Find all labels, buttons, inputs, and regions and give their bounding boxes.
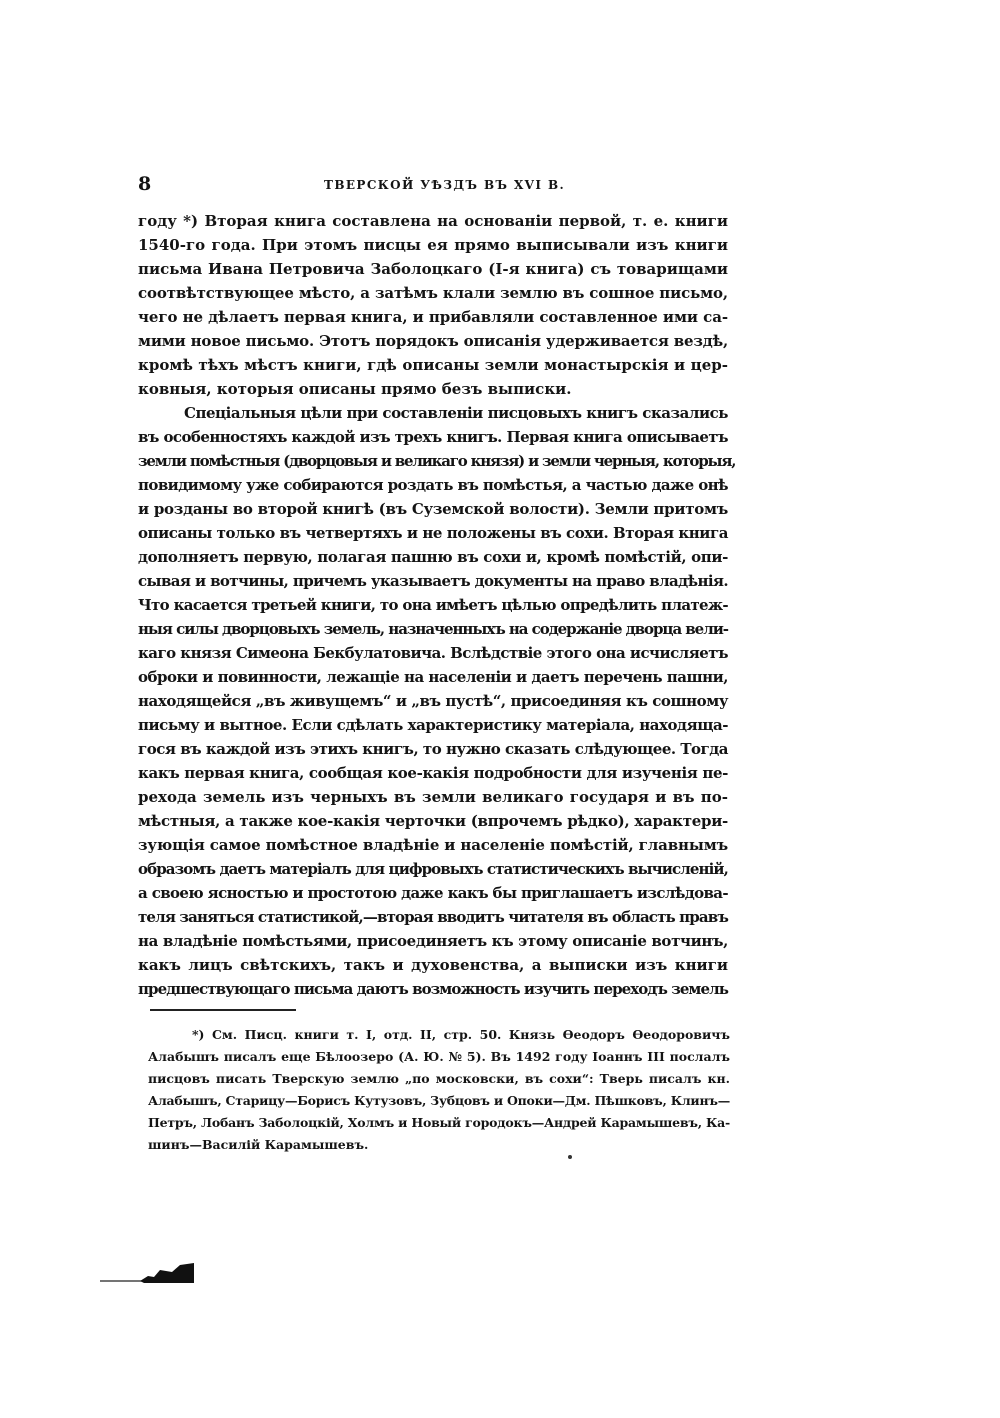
body-line: и розданы во второй книгѣ (въ Суземской волости). Земли притомъ (138, 500, 728, 518)
body-line: письму и вытное. Если сдѣлать характеристику матеріала, находяща- (138, 716, 728, 734)
footnote-line: шинъ—Василій Карамышевъ. (148, 1137, 369, 1152)
body-line: чего не дѣлаетъ первая книга, и прибавляли составленное ими са- (138, 308, 728, 326)
body-line: зующія самое помѣстное владѣніе и населеніе помѣстій, главнымъ (138, 836, 728, 854)
running-title: ТВЕРСКОЙ УѢЗДЪ ВЪ XVI В. (324, 178, 566, 192)
body-line: а своею ясностью и простотою даже какъ бы приглашаетъ изслѣдова- (138, 884, 728, 902)
body-line: мими новое письмо. Этотъ порядокъ описанія удерживается вездѣ, (138, 332, 728, 350)
body-line: Что касается третьей книги, то она имѣетъ цѣлью опредѣлить платеж- (138, 596, 728, 614)
body-line: Спеціальныя цѣли при составленіи писцовыхъ книгъ сказались (184, 404, 728, 422)
body-line: какъ лицъ свѣтскихъ, такъ и духовенства, а выписки изъ книги (138, 956, 728, 974)
footnote-separator (150, 1009, 296, 1011)
body-line: земли помѣстныя (дворцовыя и великаго князя) и земли черныя, которыя, (138, 452, 736, 470)
body-line: кромѣ тѣхъ мѣстъ книги, гдѣ описаны земли монастырскія и цер- (138, 356, 728, 374)
body-line: образомъ даетъ матеріалъ для цифровыхъ статистическихъ вычисленій, (138, 860, 728, 878)
page-number: 8 (138, 173, 152, 195)
body-line: году *) Вторая книга составлена на основаніи первой, т. е. книги (138, 212, 728, 230)
body-line: теля заняться статистикой,—вторая вводитъ читателя въ область правъ (138, 908, 728, 926)
body-line: 1540-го года. При этомъ писцы ея прямо выписывали изъ книги (138, 236, 728, 254)
body-line: дополняетъ первую, полагая пашню въ сохи и, кромѣ помѣстій, опи- (138, 548, 728, 566)
body-line: мѣстныя, а также кое-какія черточки (впрочемъ рѣдко), характери- (138, 812, 728, 830)
body-line: описаны только въ четвертяхъ и не положены въ сохи. Вторая книга (138, 524, 728, 542)
footnote-line: Петръ, Лобанъ Заболоцкій, Холмъ и Новый городокъ—Андрей Карамышевъ, Ка- (148, 1115, 730, 1130)
body-line: какъ первая книга, сообщая кое-какія подробности для изученія пе- (138, 764, 728, 782)
body-line: каго князя Симеона Бекбулатовича. Вслѣдствіе этого она исчисляетъ (138, 644, 728, 662)
body-line: въ особенностяхъ каждой изъ трехъ книгъ. Первая книга описываетъ (138, 428, 728, 446)
body-line: оброки и повинности, лежащіе на населеніи и даетъ перечень пашни, (138, 668, 728, 686)
ink-speck (568, 1155, 572, 1159)
body-line: повидимому уже собираются роздать въ помѣстья, а частью даже онѣ (138, 476, 728, 494)
body-line: предшествующаго письма даютъ возможность изучить переходъ земель (138, 980, 728, 998)
body-line: ковныя, которыя описаны прямо безъ выписки. (138, 380, 572, 398)
footnote-line: *) См. Писц. книги т. I, отд. II, стр. 50. Князь Ѳеодоръ Ѳеодоровичъ (192, 1027, 730, 1042)
footnote-line: Алабышъ писалъ еще Бѣлоозеро (А. Ю. № 5). Въ 1492 году Іоаннъ III послалъ (148, 1049, 730, 1064)
body-line: гося въ каждой изъ этихъ книгъ, то нужно сказать слѣдующее. Тогда (138, 740, 728, 758)
footnote-line: Алабышъ, Старицу—Борисъ Кутузовъ, Зубцовъ и Опоки—Дм. Пѣшковъ, Клинъ— (148, 1093, 730, 1108)
body-line: соотвѣтствующее мѣсто, а затѣмъ клали землю въ сошное письмо, (138, 284, 728, 302)
footnote-line: писцовъ писать Тверскую землю „по московски, въ сохи“: Тверь писалъ кн. (148, 1071, 730, 1086)
body-line: сывая и вотчины, причемъ указываетъ документы на право владѣнія. (138, 572, 728, 590)
body-line: находящейся „въ живущемъ“ и „въ пустѣ“, присоединяя къ сошному (138, 692, 728, 710)
body-line: на владѣніе помѣстьями, присоединяетъ къ этому описаніе вотчинъ, (138, 932, 728, 950)
body-line: ныя силы дворцовыхъ земель, назначенныхъ на содержаніе дворца вели- (138, 620, 728, 638)
body-line: письма Ивана Петровича Заболоцкаго (I-я книга) съ товарищами (138, 260, 728, 278)
body-line: рехода земель изъ черныхъ въ земли великаго государя и въ по- (138, 788, 728, 806)
scan-artifact-mark (100, 1262, 194, 1284)
